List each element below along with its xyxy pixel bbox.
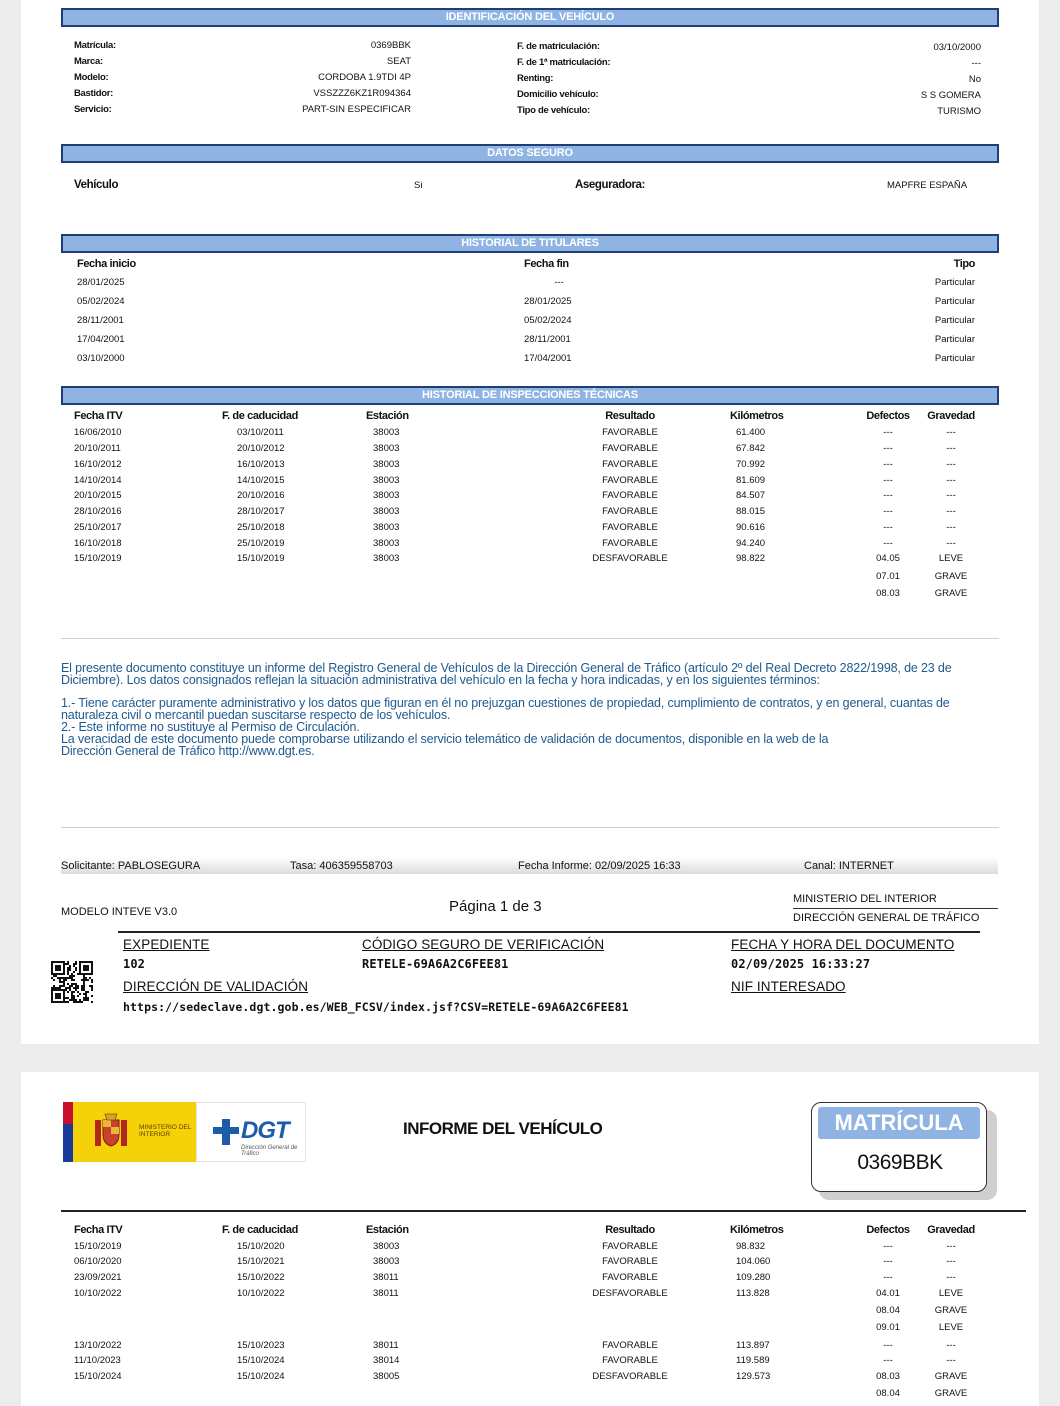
vehicle-field-label: F. de 1ª matriculación:: [517, 57, 611, 68]
inspection-expiry: 15/10/2022: [237, 1272, 285, 1283]
csv-datetime-label: FECHA Y HORA DEL DOCUMENTO: [731, 937, 955, 952]
divider: [61, 638, 999, 639]
inspection-station: 38011: [373, 1288, 399, 1299]
inspection-defects: ---: [883, 538, 893, 549]
inspection-date: 14/10/2014: [74, 475, 122, 486]
vehicle-field-label: Domicilio vehículo:: [517, 89, 599, 100]
vehicle-field-value: SEAT: [386, 56, 411, 67]
inspection-defects: 08.03: [876, 588, 900, 599]
inspection-severity: ---: [946, 475, 956, 486]
qr-code-icon: [51, 961, 93, 1003]
inspection-result: FAVORABLE: [602, 490, 658, 501]
footer-ministry: MINISTERIO DEL INTERIOR: [793, 893, 937, 905]
inspection-expiry: 15/10/2021: [237, 1256, 285, 1267]
inspection-defects: ---: [883, 506, 893, 517]
inspection-result: FAVORABLE: [602, 1272, 658, 1283]
csv-datetime-value: 02/09/2025 16:33:27: [731, 957, 871, 971]
inspection-severity: GRAVE: [934, 1371, 968, 1382]
vehicle-field-label: Renting:: [517, 73, 554, 84]
inspection-col-km: Kilómetros: [730, 1224, 784, 1236]
footer-dgt: DIRECCIÓN GENERAL DE TRÁFICO: [793, 912, 980, 924]
plate-box: [811, 1102, 987, 1192]
vehicle-field-label: Modelo:: [74, 72, 109, 83]
inspection-defects: ---: [883, 427, 893, 438]
inspection-severity: ---: [946, 443, 956, 454]
legal-point-3b: Dirección General de Tráfico http://www.dgt.es.: [61, 744, 315, 758]
ministry-logo-text: MINISTERIO DEL INTERIOR: [139, 1124, 192, 1138]
owners-col-type: Tipo: [953, 258, 975, 270]
inspection-severity: ---: [946, 427, 956, 438]
inspection-severity: ---: [946, 538, 956, 549]
plate-label: MATRÍCULA: [818, 1107, 980, 1139]
inspection-date: 23/09/2021: [74, 1272, 122, 1283]
inspection-defects: ---: [883, 1241, 893, 1252]
footer-applicant: Solicitante: PABLOSEGURA: [61, 860, 201, 872]
inspection-severity: GRAVE: [934, 1388, 968, 1399]
vehicle-id-header: IDENTIFICACIÓN DEL VEHÍCULO: [61, 8, 999, 27]
inspection-km: 98.832: [736, 1241, 766, 1252]
plate-value: 0369BBK: [857, 1151, 943, 1174]
inspection-station: 38003: [373, 1241, 400, 1252]
footer-fee: Tasa: 406359558703: [290, 860, 393, 872]
inspection-km: 88.015: [736, 506, 766, 517]
inspection-col-result: Resultado: [605, 410, 655, 422]
inspection-station: 38003: [373, 506, 400, 517]
inspection-station: 38003: [373, 522, 400, 533]
inspection-col-severity: Gravedad: [927, 410, 975, 422]
inspection-km: 119.589: [736, 1355, 770, 1366]
inspection-expiry: 15/10/2024: [237, 1355, 285, 1366]
inspection-defects: 07.01: [876, 571, 900, 582]
owner-end-date: ---: [554, 277, 564, 288]
inspection-result: FAVORABLE: [602, 538, 658, 549]
inspection-severity: LEVE: [938, 1288, 964, 1299]
inspection-col-defects: Defectos: [866, 1224, 910, 1236]
inspection-defects: ---: [883, 522, 893, 533]
owner-type: Particular: [934, 315, 975, 326]
dgt-logo: [196, 1102, 306, 1162]
inspection-expiry: 25/10/2019: [237, 538, 285, 549]
inspection-station: 38003: [373, 443, 400, 454]
csv-code-label: CÓDIGO SEGURO DE VERIFICACIÓN: [362, 937, 605, 952]
owner-type: Particular: [934, 277, 975, 288]
inspection-defects: 08.04: [876, 1388, 900, 1399]
inspection-severity: ---: [946, 1241, 956, 1252]
inspection-defects: ---: [883, 443, 893, 454]
footer-report-date: Fecha Informe: 02/09/2025 16:33: [518, 860, 681, 872]
inspection-date: 10/10/2022: [74, 1288, 122, 1299]
inspection-result: FAVORABLE: [602, 506, 658, 517]
csv-code-value: RETELE-69A6A2C6FEE81: [362, 957, 509, 971]
report-page-1: [21, 0, 1039, 1044]
inspection-defects: ---: [883, 1340, 893, 1351]
inspection-km: 61.400: [736, 427, 766, 438]
report-page-2: [21, 1072, 1039, 1406]
inspection-defects: ---: [883, 490, 893, 501]
vehicle-field-value: 0369BBK: [370, 40, 411, 51]
inspection-defects: 08.04: [876, 1305, 900, 1316]
inspection-station: 38003: [373, 553, 400, 564]
inspection-col-date: Fecha ITV: [74, 1224, 123, 1236]
footer-channel: Canal: INTERNET: [804, 860, 894, 872]
legal-point-1: 1.- Tiene carácter puramente administrativo y los datos que figuran en él no prejuzgan cuestiones de propiedad, cumplimiento de contratos, y en general, cuantas de naturaleza civil o mercantil puedan suscitarse respecto de los vehículos.: [61, 696, 950, 722]
inspection-date: 20/10/2015: [74, 490, 122, 501]
footer-page-number: Página 1 de 3: [449, 898, 542, 915]
inspection-date: 16/10/2018: [74, 538, 122, 549]
insurance-vehicle-value: Si: [414, 180, 423, 191]
ministry-logo: [63, 1102, 196, 1162]
eu-stripe-icon: [63, 1124, 73, 1162]
csv-validation-label: DIRECCIÓN DE VALIDACIÓN: [123, 979, 309, 994]
inspection-km: 90.616: [736, 522, 766, 533]
inspection-km: 109.280: [736, 1272, 771, 1283]
inspection-date: 15/10/2024: [74, 1371, 122, 1382]
inspection-defects: ---: [883, 1256, 893, 1267]
owner-start-date: 05/02/2024: [77, 296, 125, 307]
inspection-result: FAVORABLE: [602, 1256, 658, 1267]
inspection-col-expiry: F. de caducidad: [222, 410, 298, 422]
owners-header: HISTORIAL DE TITULARES: [61, 234, 999, 253]
footer-model: MODELO INTEVE V3.0: [61, 906, 178, 918]
vehicle-field-label: Servicio:: [74, 104, 112, 115]
inspection-station: 38003: [373, 459, 400, 470]
csv-validation-link[interactable]: https://sedeclave.dgt.gob.es/WEB_FCSV/index.jsf?CSV=RETELE-69A6A2C6FEE81: [123, 1000, 629, 1014]
inspection-severity: GRAVE: [934, 1305, 968, 1316]
owner-end-date: 05/02/2024: [524, 315, 572, 326]
owner-type: Particular: [934, 296, 975, 307]
inspection-col-station: Estación: [366, 1224, 409, 1236]
inspection-expiry: 15/10/2024: [237, 1371, 285, 1382]
inspection-expiry: 20/10/2016: [237, 490, 285, 501]
inspection-station: 38003: [373, 475, 400, 486]
inspection-expiry: 15/10/2019: [237, 553, 285, 564]
owner-type: Particular: [934, 334, 975, 345]
inspection-col-expiry: F. de caducidad: [222, 1224, 298, 1236]
owner-start-date: 17/04/2001: [77, 334, 125, 345]
inspection-date: 16/06/2010: [74, 427, 122, 438]
inspection-station: 38014: [373, 1355, 400, 1366]
vehicle-field-value: PART-SIN ESPECIFICAR: [302, 104, 411, 115]
legal-intro: El presente documento constituye un informe del Registro General de Vehículos de la Dirección General de Tráfico (artículo 2º del Real Decreto 2822/1998, de 23 de Diciembre). Los datos consignados reflejan la situación administrativa del vehículo en la fecha y hora indicadas, y en los siguientes términos:: [61, 661, 952, 687]
inspection-station: 38003: [373, 490, 400, 501]
inspection-expiry: 15/10/2020: [237, 1241, 285, 1252]
vehicle-field-label: F. de matriculación:: [517, 41, 600, 52]
inspection-station: 38003: [373, 538, 400, 549]
inspection-expiry: 28/10/2017: [237, 506, 285, 517]
csv-rule: [118, 931, 980, 933]
csv-nif-label: NIF INTERESADO: [731, 979, 846, 994]
inspection-result: FAVORABLE: [602, 459, 658, 470]
footer-rule: [793, 908, 998, 909]
inspection-result: FAVORABLE: [602, 1355, 658, 1366]
vehicle-field-value: ---: [971, 58, 981, 69]
inspection-km: 84.507: [736, 490, 766, 501]
inspection-date: 16/10/2012: [74, 459, 122, 470]
insurance-vehicle-label: Vehículo: [74, 179, 119, 191]
inspection-severity: ---: [946, 506, 956, 517]
insurer-label: Aseguradora:: [575, 179, 645, 191]
inspection-km: 98.822: [736, 553, 766, 564]
vehicle-field-value: VSSZZZ6KZ1R094364: [313, 88, 411, 99]
inspection-expiry: 25/10/2018: [237, 522, 285, 533]
vehicle-field-value: S S GOMERA: [920, 90, 981, 101]
inspection-severity: ---: [946, 1355, 956, 1366]
inspection-date: 13/10/2022: [74, 1340, 122, 1351]
inspection-result: FAVORABLE: [602, 522, 658, 533]
inspection-date: 11/10/2023: [74, 1355, 121, 1366]
divider: [61, 827, 999, 828]
inspection-date: 15/10/2019: [74, 1241, 122, 1252]
inspection-result: FAVORABLE: [602, 427, 658, 438]
insurer-value: MAPFRE ESPAÑA: [887, 180, 968, 191]
report-title: INFORME DEL VEHÍCULO: [403, 1119, 603, 1138]
inspection-col-defects: Defectos: [866, 410, 910, 422]
owner-end-date: 28/11/2001: [524, 334, 571, 345]
inspection-severity: ---: [946, 1272, 956, 1283]
insurance-header: DATOS SEGURO: [61, 144, 999, 163]
inspection-defects: 04.05: [876, 553, 900, 564]
dgt-logo-text: DGT: [241, 1117, 289, 1144]
inspection-km: 70.992: [736, 459, 766, 470]
inspection-defects: ---: [883, 459, 893, 470]
inspection-result: DESFAVORABLE: [592, 1288, 668, 1299]
inspection-result: DESFAVORABLE: [592, 1371, 668, 1382]
inspection-station: 38011: [373, 1340, 399, 1351]
inspection-station: 38005: [373, 1371, 400, 1382]
inspection-defects: ---: [883, 475, 893, 486]
vehicle-field-value: CORDOBA 1.9TDI 4P: [318, 72, 411, 83]
inspection-col-result: Resultado: [605, 1224, 655, 1236]
inspection-severity: ---: [946, 490, 956, 501]
inspection-defects: ---: [883, 1272, 893, 1283]
inspection-result: DESFAVORABLE: [592, 553, 668, 564]
inspection-col-severity: Gravedad: [927, 1224, 975, 1236]
inspection-defects: 04.01: [876, 1288, 900, 1299]
vehicle-field-label: Marca:: [74, 56, 103, 67]
inspection-result: FAVORABLE: [602, 443, 658, 454]
inspection-station: 38011: [373, 1272, 399, 1283]
owner-type: Particular: [934, 353, 975, 364]
inspection-expiry: 15/10/2023: [237, 1340, 285, 1351]
csv-file-label: EXPEDIENTE: [123, 937, 210, 952]
owners-col-end: Fecha fin: [524, 258, 569, 270]
inspection-severity: GRAVE: [934, 588, 968, 599]
owner-start-date: 28/11/2001: [77, 315, 124, 326]
inspection-result: FAVORABLE: [602, 475, 658, 486]
owner-end-date: 28/01/2025: [524, 296, 572, 307]
inspection-defects: ---: [883, 1355, 893, 1366]
inspection-expiry: 16/10/2013: [237, 459, 285, 470]
inspection-km: 67.842: [736, 443, 766, 454]
legal-point-2: 2.- Este informe no sustituye al Permiso de Circulación.: [61, 720, 360, 734]
inspection-date: 25/10/2017: [74, 522, 122, 533]
inspection-km: 94.240: [736, 538, 766, 549]
inspection-km: 113.828: [736, 1288, 770, 1299]
owners-col-start: Fecha inicio: [77, 258, 136, 270]
vehicle-field-label: Matrícula:: [74, 40, 116, 51]
inspection-severity: ---: [946, 1340, 956, 1351]
inspection-station: 38003: [373, 427, 400, 438]
inspection-defects: 09.01: [876, 1322, 900, 1333]
inspection-severity: ---: [946, 1256, 956, 1267]
dgt-logo-subtext: Dirección General de Tráfico: [241, 1145, 298, 1157]
vehicle-field-label: Bastidor:: [74, 88, 113, 99]
inspection-severity: ---: [946, 522, 956, 533]
inspection-expiry: 03/10/2011: [237, 427, 284, 438]
inspection-col-date: Fecha ITV: [74, 410, 123, 422]
vehicle-field-value: No: [968, 74, 981, 85]
header-rule: [61, 1210, 1026, 1212]
inspection-col-station: Estación: [366, 410, 409, 422]
inspection-km: 129.573: [736, 1371, 771, 1382]
coat-of-arms-icon: [91, 1112, 131, 1152]
inspection-expiry: 10/10/2022: [237, 1288, 285, 1299]
inspection-date: 20/10/2011: [74, 443, 121, 454]
vehicle-field-value: 03/10/2000: [933, 42, 981, 53]
inspection-station: 38003: [373, 1256, 400, 1267]
csv-file-value: 102: [123, 957, 145, 971]
inspection-km: 81.609: [736, 475, 766, 486]
legal-point-3a: La veracidad de este documento puede comprobarse utilizando el servicio telemático de validación de documentos, disponible en la web de la: [61, 732, 829, 746]
inspections-header: HISTORIAL DE INSPECCIONES TÉCNICAS: [61, 386, 999, 405]
dgt-cross-icon: [211, 1117, 241, 1147]
inspection-km: 113.897: [736, 1340, 770, 1351]
owner-start-date: 03/10/2000: [77, 353, 125, 364]
inspection-defects: 08.03: [876, 1371, 900, 1382]
inspection-severity: ---: [946, 459, 956, 470]
inspection-date: 15/10/2019: [74, 553, 122, 564]
vehicle-field-value: TURISMO: [937, 106, 981, 117]
inspection-km: 104.060: [736, 1256, 771, 1267]
inspection-severity: LEVE: [938, 1322, 964, 1333]
inspection-expiry: 20/10/2012: [237, 443, 285, 454]
inspection-result: FAVORABLE: [602, 1340, 658, 1351]
inspection-result: FAVORABLE: [602, 1241, 658, 1252]
inspection-severity: LEVE: [938, 553, 964, 564]
inspection-date: 06/10/2020: [74, 1256, 122, 1267]
inspection-date: 28/10/2016: [74, 506, 122, 517]
inspection-col-km: Kilómetros: [730, 410, 784, 422]
inspection-severity: GRAVE: [934, 571, 968, 582]
owner-start-date: 28/01/2025: [77, 277, 125, 288]
inspection-expiry: 14/10/2015: [237, 475, 285, 486]
owner-end-date: 17/04/2001: [524, 353, 572, 364]
vehicle-field-label: Tipo de vehículo:: [517, 105, 590, 116]
